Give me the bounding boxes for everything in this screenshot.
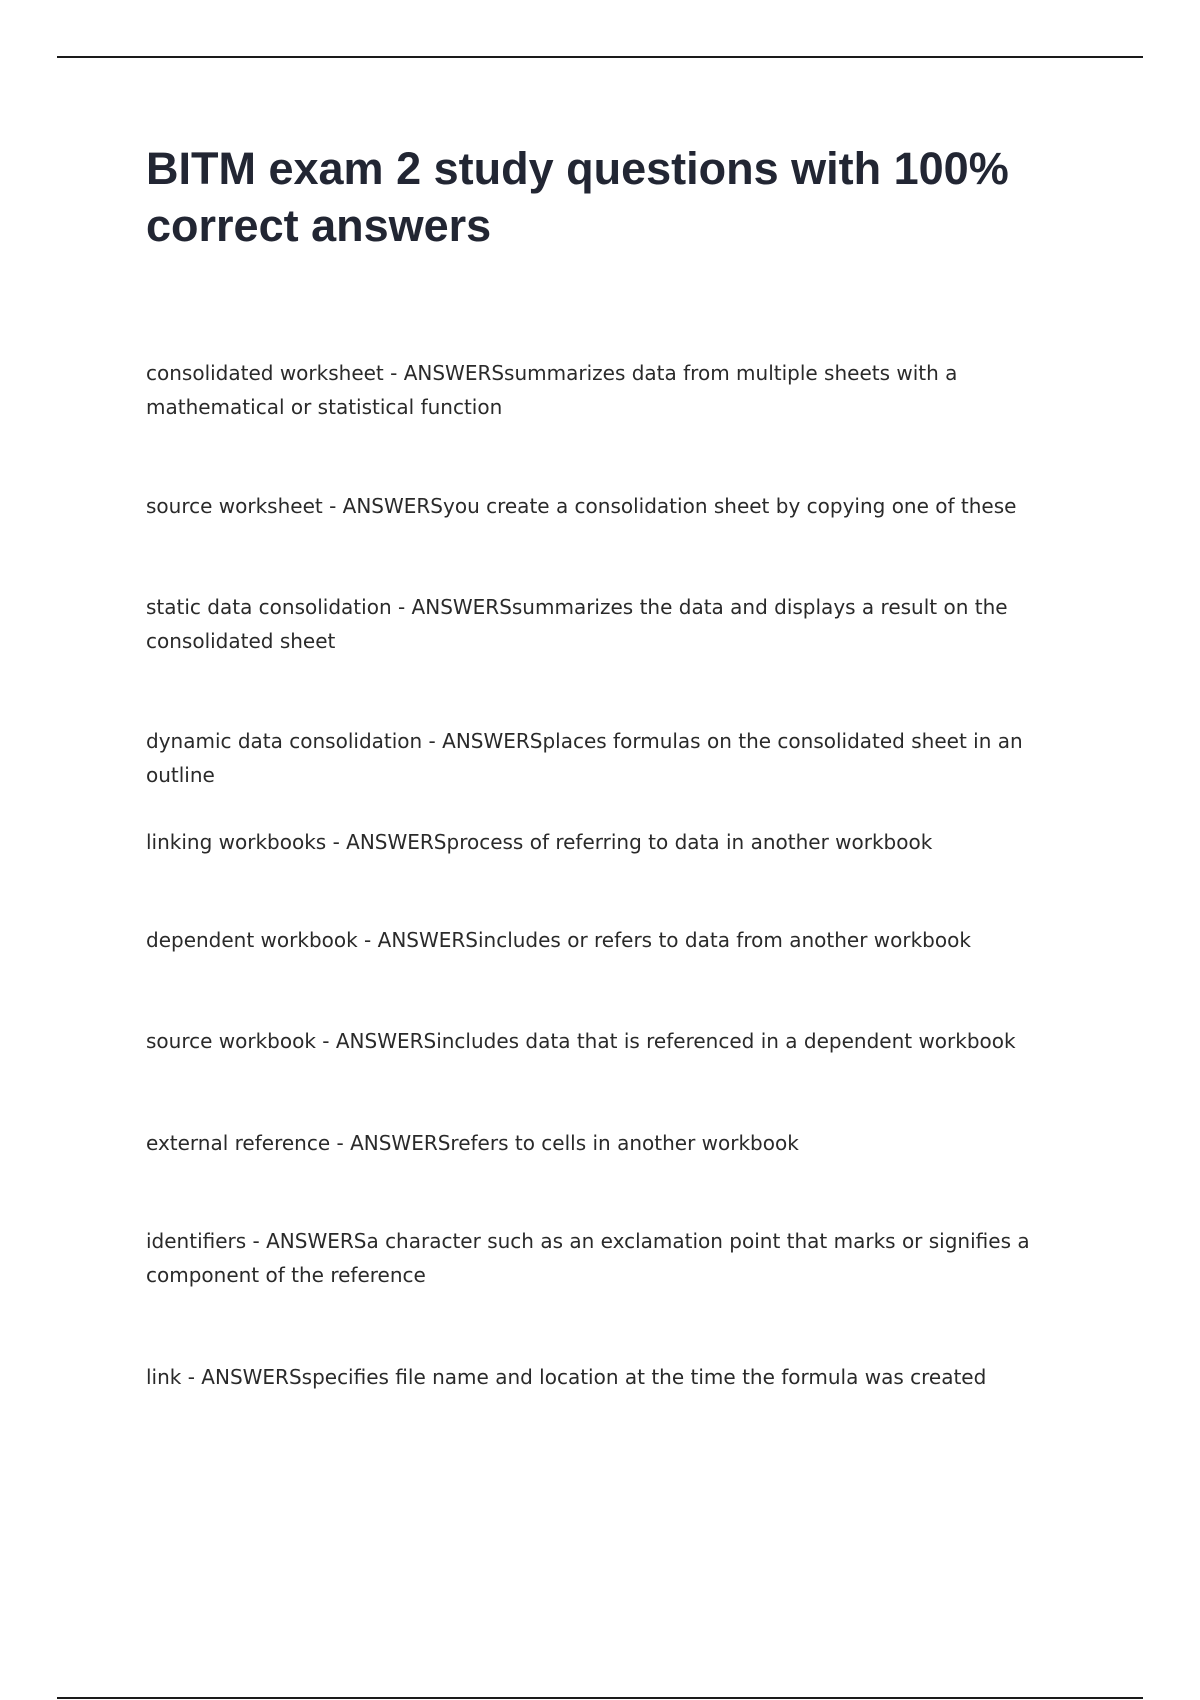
document-body xyxy=(146,140,1086,1389)
qa-item: source worksheet - ANSWERSyou create a consolidation sheet by copying one of these xyxy=(146,494,1017,518)
page-title: BITM exam 2 study questions with 100% correct answers xyxy=(146,143,1009,251)
qa-item: external reference - ANSWERSrefers to cells in another workbook xyxy=(146,1131,799,1155)
qa-item: link - ANSWERSspecifies file name and location at the time the formula was created xyxy=(146,1365,987,1389)
qa-item: linking workbooks - ANSWERSprocess of referring to data in another workbook xyxy=(146,830,933,854)
bottom-divider xyxy=(57,1697,1143,1699)
qa-item: dependent workbook - ANSWERSincludes or refers to data from another workbook xyxy=(146,928,971,952)
qa-item: static data consolidation - ANSWERSsummarizes the data and displays a result on the consolidated sheet xyxy=(146,595,1008,653)
top-divider xyxy=(57,56,1143,58)
qa-item: identifiers - ANSWERSa character such as an exclamation point that marks or signifies a component of the reference xyxy=(146,1229,1030,1287)
qa-item: source workbook - ANSWERSincludes data that is referenced in a dependent workbook xyxy=(146,1029,1016,1053)
qa-item: dynamic data consolidation - ANSWERSplaces formulas on the consolidated sheet in an outline xyxy=(146,729,1023,787)
qa-item: consolidated worksheet - ANSWERSsummarizes data from multiple sheets with a mathematical or statistical function xyxy=(146,361,958,419)
